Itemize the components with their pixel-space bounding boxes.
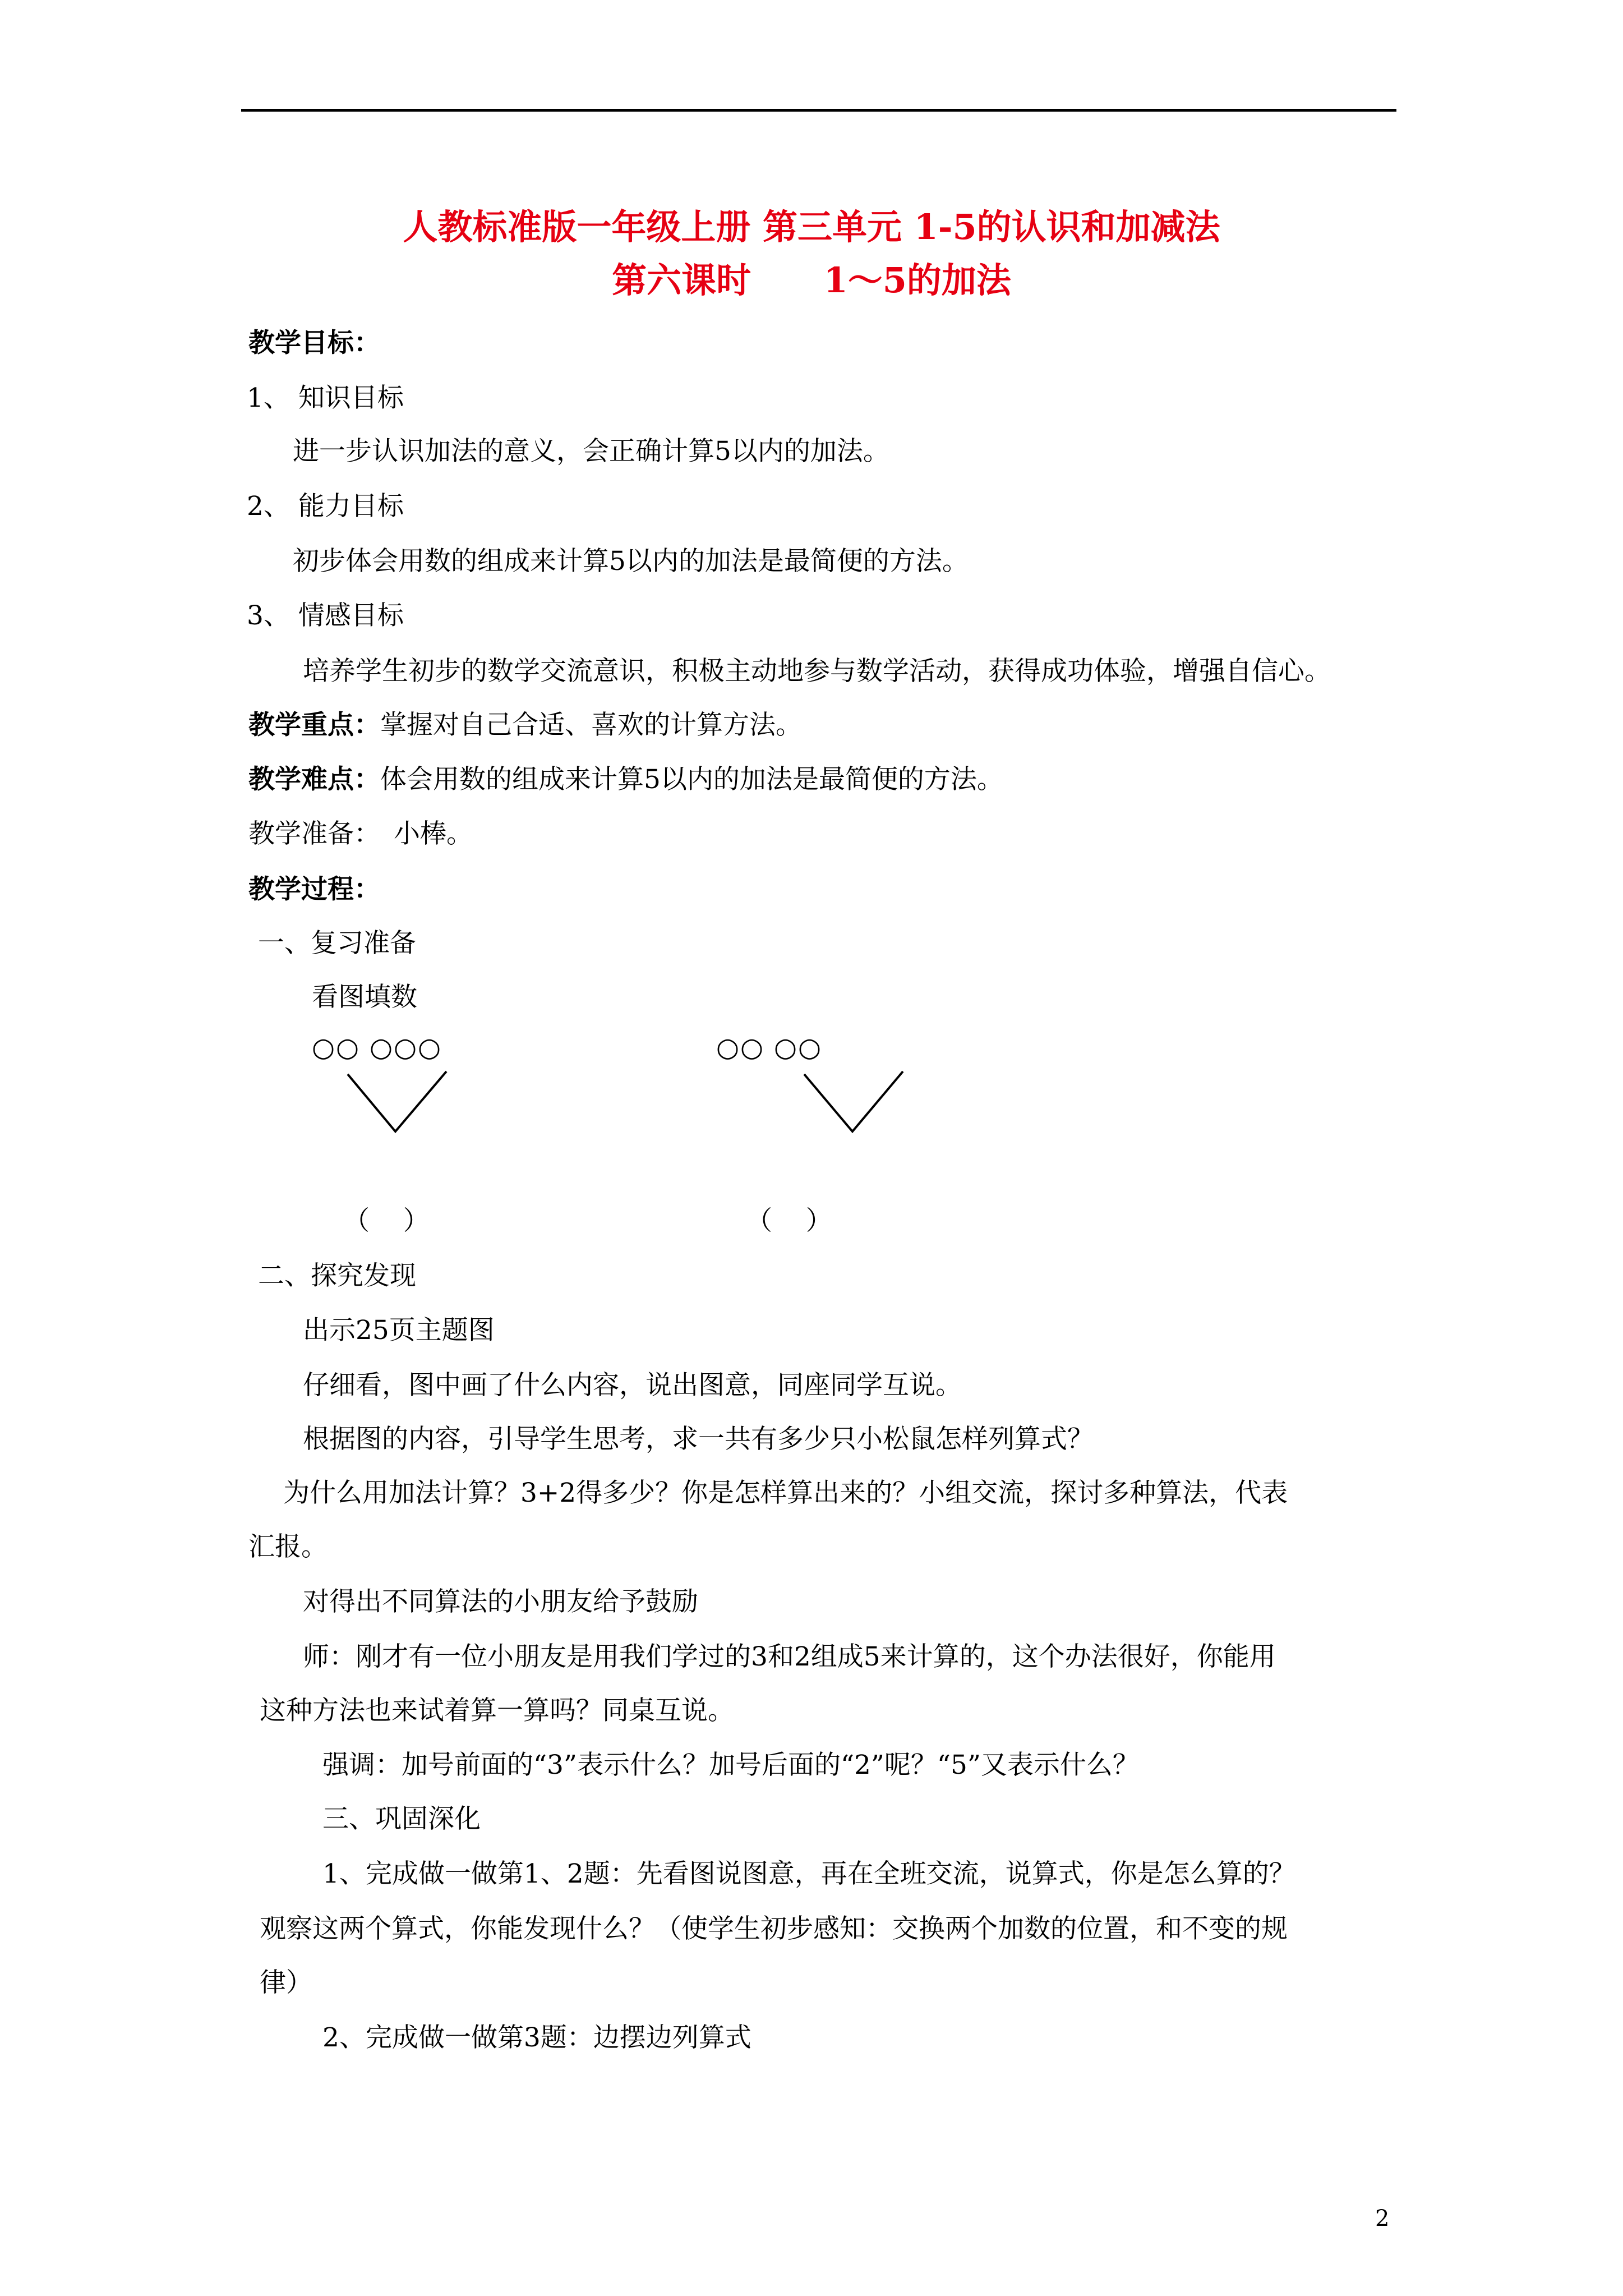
s2-para-1: 出示25页主题图 [303, 1315, 495, 1346]
s3-para-1b: 观察这两个算式，你能发现什么？（使学生初步感知：交换两个加数的位置，和不变的规 [260, 1913, 1288, 1944]
section-2-heading: 二、探究发现 [258, 1260, 416, 1291]
difficulty-label: 教学难点： [248, 764, 380, 795]
right-bond-lines [804, 1071, 903, 1131]
prep-text: 小棒。 [394, 818, 473, 849]
goal-3-text: 培养学生初步的数学交流意识，积极主动地参与数学活动，获得成功体验，增强自信心。 [303, 656, 1331, 687]
left-answer-blank: （ ） [343, 1205, 430, 1236]
key-point-label: 教学重点： [248, 710, 380, 740]
s2-para-3: 根据图的内容，引导学生思考，求一共有多少只小松鼠怎样列算式？ [303, 1424, 1094, 1455]
s2-para-7: 强调：加号前面的“3”表示什么？加号后面的“2”呢？“5”又表示什么？ [322, 1750, 1139, 1780]
goal-1-text: 进一步认识加法的意义，会正确计算5以内的加法。 [293, 436, 889, 467]
goal-3-label: 3、 情感目标 [247, 600, 404, 631]
s2-para-2: 仔细看，图中画了什么内容，说出图意，同座同学互说。 [303, 1370, 962, 1401]
key-point-text: 掌握对自己合适、喜欢的计算方法。 [380, 710, 802, 740]
s3-para-1a: 1、完成做一做第1、2题：先看图说图意，再在全班交流，说算式，你是怎么算的？ [322, 1858, 1295, 1889]
right-circles: ○○ ○○ [716, 1032, 822, 1063]
section-3-heading: 三、巩固深化 [322, 1803, 481, 1834]
s2-para-4a: 为什么用加法计算？3+2得多少？你是怎样算出来的？小组交流，探讨多种算法，代表 [283, 1478, 1288, 1508]
right-answer-blank: （ ） [746, 1205, 832, 1236]
s2-para-6a: 师：刚才有一位小朋友是用我们学过的3和2组成5来计算的，这个办法很好，你能用 [303, 1641, 1276, 1672]
s2-para-5: 对得出不同算法的小朋友给予鼓励 [303, 1586, 698, 1617]
page-subtitle: 第六课时 1～5的加法 [612, 260, 1011, 301]
page-title: 人教标准版一年级上册 第三单元 1-5的认识和加减法 [403, 206, 1220, 247]
page-number: 2 [1375, 2206, 1390, 2231]
s3-para-2: 2、完成做一做第3题：边摆边列算式 [322, 2022, 751, 2053]
section-1-sub: 看图填数 [312, 982, 417, 1013]
left-bond-lines [348, 1071, 446, 1131]
left-circles: ○○ ○○○ [312, 1032, 442, 1063]
section-1-heading: 一、复习准备 [258, 928, 416, 959]
prep-label: 教学准备： [248, 818, 380, 849]
goal-1-label: 1、 知识目标 [247, 383, 404, 413]
s2-para-4b: 汇报。 [248, 1531, 328, 1562]
difficulty-text: 体会用数的组成来计算5以内的加法是最简便的方法。 [380, 764, 1003, 795]
goal-2-text: 初步体会用数的组成来计算5以内的加法是最简便的方法。 [293, 546, 969, 577]
s3-para-1c: 律） [260, 1967, 312, 1998]
goals-heading: 教学目标： [248, 328, 380, 358]
goal-2-label: 2、 能力目标 [247, 491, 404, 522]
s2-para-6b: 这种方法也来试着算一算吗？同桌互说。 [260, 1695, 734, 1726]
process-heading: 教学过程： [248, 874, 380, 905]
